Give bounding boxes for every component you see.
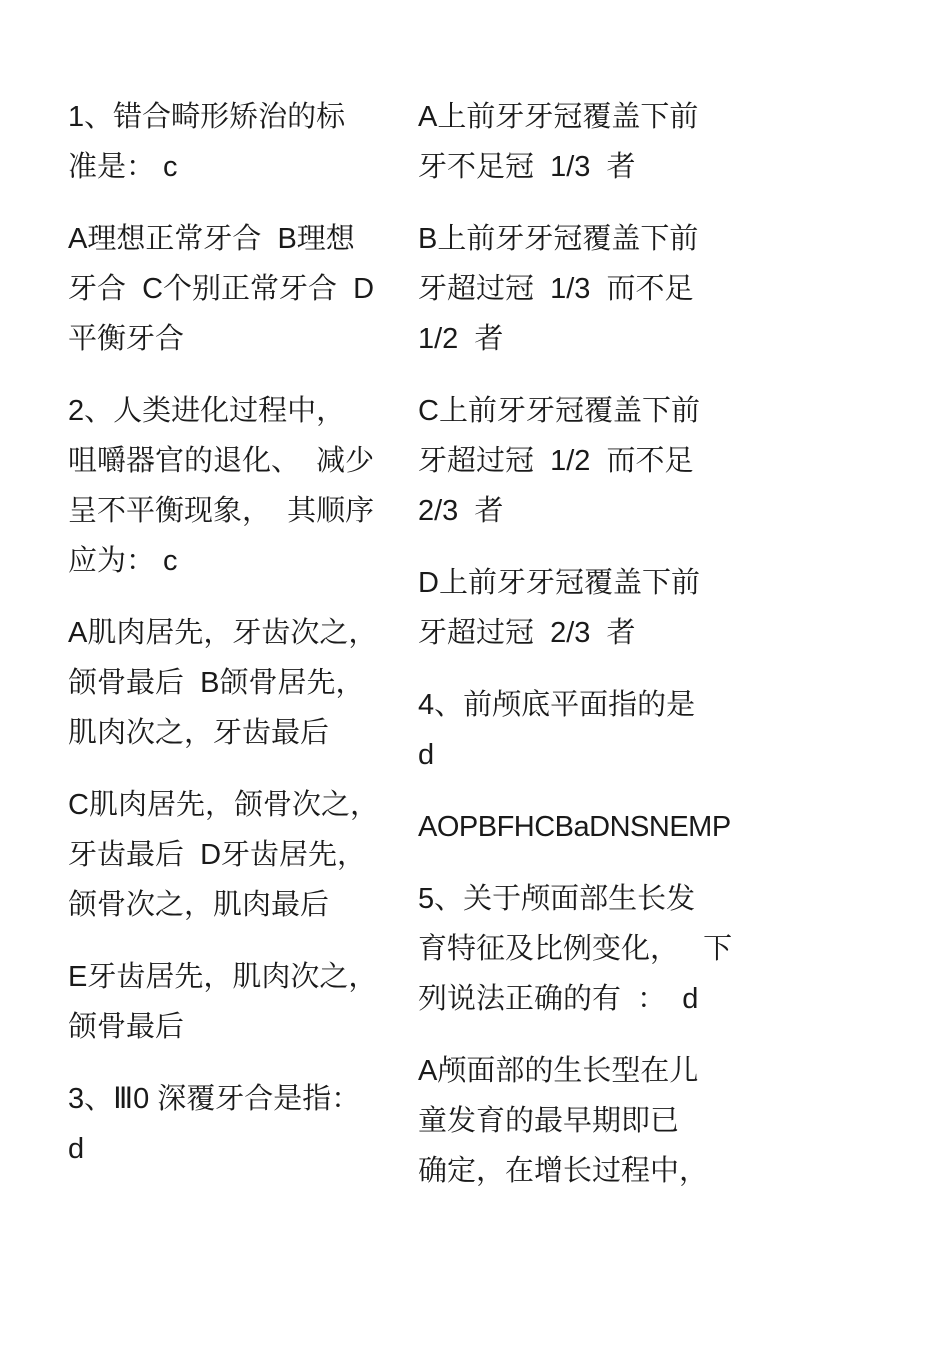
question-3-stem xyxy=(68,1074,408,1174)
text-line: 应为： c xyxy=(68,545,178,577)
text-line: 1/2 者 xyxy=(418,323,504,355)
text-line: 1、错合畸形矫治的标 xyxy=(68,101,346,133)
question-3-option-a xyxy=(418,92,758,192)
text-line: 准是： c xyxy=(68,151,178,183)
text-line: 牙超过冠 1/3 而不足 xyxy=(418,273,694,305)
text-line: 2、人类进化过程中， xyxy=(68,395,346,427)
text-line: AOPBFHCBaDNSNEMP xyxy=(418,811,731,843)
right-column xyxy=(418,92,758,1218)
text-line: 牙齿最后 D牙齿居先， xyxy=(68,839,367,871)
text-line: 3、Ⅲ0 深覆牙合是指： xyxy=(68,1083,361,1115)
text-line: 2/3 者 xyxy=(418,495,504,527)
text-line: 童发育的最早期即已 xyxy=(418,1105,680,1137)
text-line: d xyxy=(68,1133,85,1165)
question-5-option-a xyxy=(418,1046,758,1196)
question-2-stem xyxy=(68,386,408,586)
text-line: C上前牙牙冠覆盖下前 xyxy=(418,395,700,427)
text-line: 颌骨最后 B颌骨居先， xyxy=(68,667,365,699)
text-line: 肌肉次之，牙齿最后 xyxy=(68,717,330,749)
text-line: 5、关于颅面部生长发 xyxy=(418,883,696,915)
text-line: E牙齿居先，肌肉次之， xyxy=(68,961,378,993)
question-4-options xyxy=(418,802,758,852)
text-line: 确定，在增长过程中， xyxy=(418,1155,709,1187)
text-line: 列说法正确的有 ： d xyxy=(418,983,699,1015)
question-3-option-d xyxy=(418,558,758,658)
text-line: 育特征及比例变化， 下 xyxy=(418,933,733,965)
text-line: A理想正常牙合 B理想 xyxy=(68,223,355,255)
text-line: C肌肉居先，颌骨次之， xyxy=(68,789,379,821)
text-line: 咀嚼器官的退化、 减少 xyxy=(68,445,375,477)
text-line: A肌肉居先，牙齿次之， xyxy=(68,617,378,649)
question-2-option-e xyxy=(68,952,408,1052)
text-line: B上前牙牙冠覆盖下前 xyxy=(418,223,699,255)
text-line: 4、前颅底平面指的是 xyxy=(418,689,696,721)
question-2-options-a-b xyxy=(68,608,408,758)
text-line: d xyxy=(418,739,435,771)
text-line: A上前牙牙冠覆盖下前 xyxy=(418,101,699,133)
text-line: 颌骨最后 xyxy=(68,1011,185,1043)
text-line: 牙超过冠 2/3 者 xyxy=(418,617,636,649)
question-3-option-c xyxy=(418,386,758,536)
text-line: 呈不平衡现象， 其顺序 xyxy=(68,495,375,527)
text-line: 平衡牙合 xyxy=(68,323,185,355)
question-3-option-b xyxy=(418,214,758,364)
question-1-stem xyxy=(68,92,408,192)
text-line: D上前牙牙冠覆盖下前 xyxy=(418,567,700,599)
question-4-stem xyxy=(418,680,758,780)
text-line: 牙超过冠 1/2 而不足 xyxy=(418,445,694,477)
question-1-options xyxy=(68,214,408,364)
text-line: 牙不足冠 1/3 者 xyxy=(418,151,636,183)
question-5-stem xyxy=(418,874,758,1024)
question-2-options-c-d xyxy=(68,780,408,930)
text-line: 牙合 C个别正常牙合 D xyxy=(68,273,375,305)
text-line: 颌骨次之，肌肉最后 xyxy=(68,889,330,921)
left-column xyxy=(68,92,408,1196)
text-line: A颅面部的生长型在儿 xyxy=(418,1055,699,1087)
